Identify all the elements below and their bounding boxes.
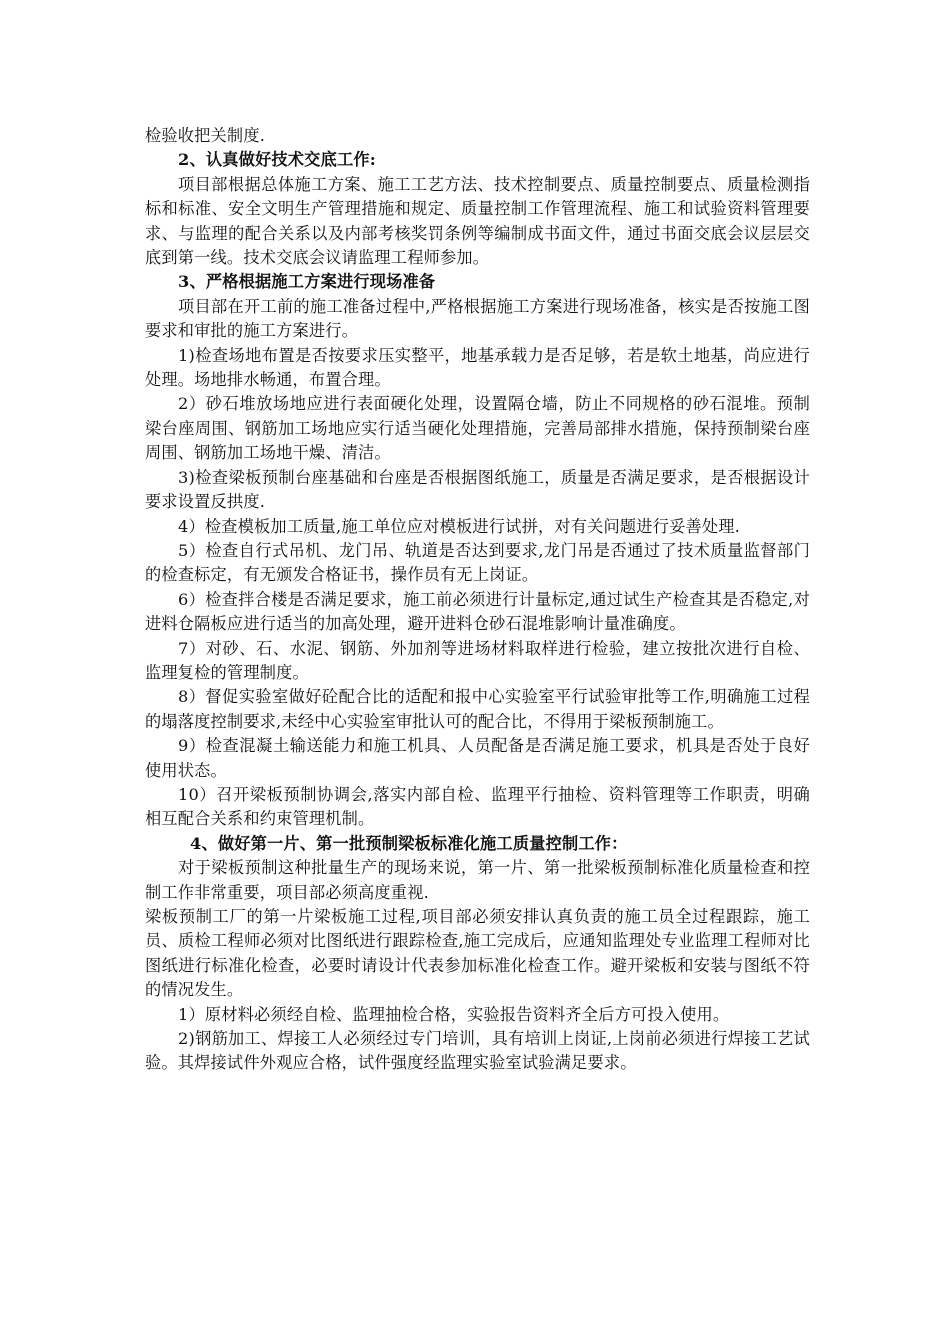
paragraph: 梁板预制工厂的第一片梁板施工过程,项目部必须安排认真负责的施工员全过程跟踪，施工员、质检工程师必须对比图纸进行跟踪检查,施工完成后，应通知监理处专业监理工程师对比图纸进行标准化检查，必要时请设计代表参加标准化检查工作。避开梁板和安装与图纸不符的情况发生。 — [145, 907, 810, 1000]
section-heading: 4、做好第一片、第一批预制梁板标准化施工质量控制工作： — [190, 833, 628, 853]
list-item: 5）检查自行式吊机、龙门吊、轨道是否达到要求,龙门吊是否通过了技术质量监督部门的检查标定，有无颁发合格证书，操作员有无上岗证。 — [145, 540, 810, 585]
list-item: 10）召开梁板预制协调会,落实内部自检、监理平行抽检、资料管理等工作职责，明确相互配合关系和约束管理机制。 — [145, 784, 810, 829]
list-item: 8）督促实验室做好砼配合比的适配和报中心实验室平行试验审批等工作,明确施工过程的塌落度控制要求,未经中心实验室审批认可的配合比，不得用于梁板预制施工。 — [145, 687, 810, 731]
paragraph: 对于梁板预制这种批量生产的现场来说，第一片、第一批梁板预制标准化质量检查和控制工作非常重要，项目部必须高度重视. — [145, 858, 810, 902]
list-item: 7）对砂、石、水泥、钢筋、外加剂等进场材料取样进行检验，建立按批次进行自检、监理复检的管理制度。 — [145, 638, 810, 682]
paragraph: 项目部根据总体施工方案、施工工艺方法、技术控制要点、质量控制要点、质量检测指标和标准、安全文明生产管理措施和规定、质量控制工作管理流程、施工和试验资料管理要求、与监理的配合关系以及内部考核奖罚条例等编制成书面文件，通过书面交底会议层层交底到第一线。技术交底会议请监理工程师参加。 — [145, 174, 810, 268]
list-item: 3)检查梁板预制台座基础和台座是否根据图纸施工，质量是否满足要求，是否根据设计要求设置反拱度. — [145, 467, 810, 512]
list-item: 6）检查拌合楼是否满足要求，施工前必须进行计量标定,通过试生产检查其是否稳定,对进料仓隔板应进行适当的加高处理，避开进料仓砂石混堆影响计量准确度。 — [145, 589, 810, 634]
list-item: 4）检查模板加工质量,施工单位应对模板进行试拼，对有关问题进行妥善处理. — [178, 516, 740, 536]
document-body — [145, 124, 810, 1076]
section-heading: 2、认真做好技术交底工作: — [178, 150, 376, 170]
list-item: 2)钢筋加工、焊接工人必须经过专门培训，具有培训上岗证,上岗前必须进行焊接工艺试验。其焊接试件外观应合格，试件强度经监理实验室试验满足要求。 — [145, 1029, 810, 1073]
list-item: 9）检查混凝土输送能力和施工机具、人员配备是否满足施工要求，机具是否处于良好使用状态。 — [145, 736, 810, 780]
paragraph: 项目部在开工前的施工准备过程中,严格根据施工方案进行现场准备，核实是否按施工图要求和审批的施工方案进行。 — [145, 296, 810, 341]
list-item: 1）原材料必须经自检、监理抽检合格，实验报告资料齐全后方可投入使用。 — [178, 1004, 730, 1024]
paragraph: 检验收把关制度. — [145, 126, 266, 145]
list-item: 1)检查场地布置是否按要求压实整平，地基承载力是否足够，若是软土地基，尚应进行处理。场地排水畅通，布置合理。 — [145, 345, 810, 390]
list-item: 2）砂石堆放场地应进行表面硬化处理，设置隔仓墙，防止不同规格的砂石混堆。预制梁台座周围、钢筋加工场地应实行适当硬化处理措施，完善局部排水措施，保持预制梁台座周围、钢筋加工场地干燥、清洁。 — [145, 394, 810, 463]
section-heading: 3、严格根据施工方案进行现场准备 — [178, 272, 436, 292]
